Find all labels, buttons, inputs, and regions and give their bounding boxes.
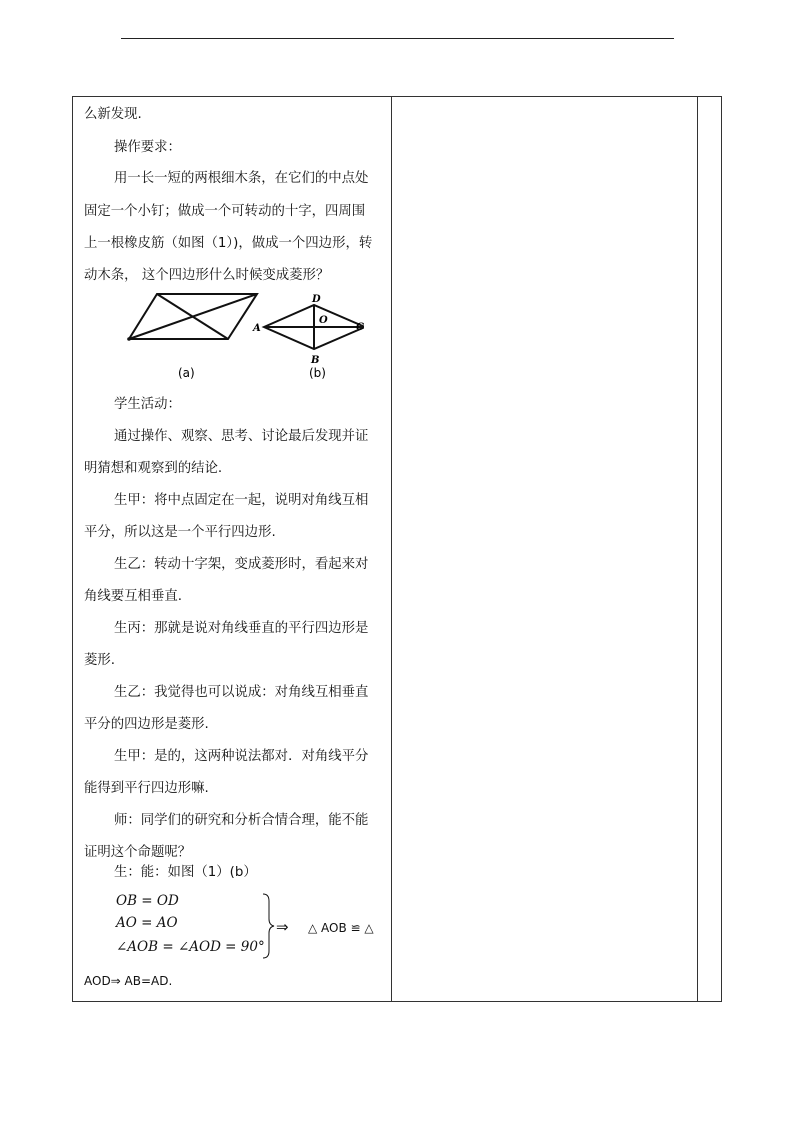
label-o: O bbox=[319, 315, 328, 326]
proof-line-1: OB = OD bbox=[116, 893, 179, 909]
label-a: A bbox=[253, 323, 261, 334]
table-divider-2 bbox=[697, 96, 698, 1002]
paragraph: 操作要求： bbox=[114, 140, 181, 155]
table-left-border bbox=[72, 96, 73, 1002]
table-top-border bbox=[72, 96, 722, 97]
paragraph: 生丙：那就是说对角线垂直的平行四边形是 bbox=[114, 621, 369, 636]
implies-arrow: ⇒ bbox=[276, 918, 289, 936]
figure-a-caption: (a) bbox=[178, 366, 195, 380]
paragraph: 证明这个命题呢？ bbox=[84, 845, 192, 860]
paragraph: 通过操作、观察、思考、讨论最后发现并证 bbox=[114, 429, 369, 444]
paragraph: 平分的四边形是菱形. bbox=[84, 717, 209, 732]
table-right-border bbox=[721, 96, 722, 1002]
proof-conclusion bbox=[276, 918, 374, 936]
paragraph: 生：能：如图（1）(b） bbox=[114, 865, 257, 880]
paragraph: 么新发现. bbox=[84, 107, 142, 122]
figure-b-caption: (b) bbox=[309, 366, 326, 380]
paragraph: 生甲：将中点固定在一起，说明对角线互相 bbox=[114, 493, 369, 508]
header-rule bbox=[121, 38, 674, 39]
paragraph: 生乙：我觉得也可以说成：对角线互相垂直 bbox=[114, 685, 369, 700]
paragraph: 学生活动： bbox=[114, 397, 181, 412]
paragraph: 明猜想和观察到的结论. bbox=[84, 461, 223, 476]
table-bottom-border bbox=[72, 1001, 722, 1002]
proof-line-2: AO = AO bbox=[116, 915, 178, 931]
paragraph: 动木条， 这个四边形什么时候变成菱形？ bbox=[84, 268, 330, 283]
paragraph: 能得到平行四边形嘛. bbox=[84, 781, 209, 796]
paragraph: 生乙：转动十字架，变成菱形时，看起来对 bbox=[114, 557, 369, 572]
label-b: B bbox=[311, 355, 320, 366]
right-brace bbox=[261, 893, 275, 959]
paragraph: 上一根橡皮筋（如图（1）)，做成一个四边形，转 bbox=[84, 236, 373, 251]
figure-a-parallelogram bbox=[127, 294, 257, 341]
table-divider-1 bbox=[391, 96, 392, 1002]
proof-block bbox=[116, 893, 396, 959]
figure-b-rhombus bbox=[264, 305, 364, 349]
paragraph: 生甲：是的，这两种说法都对．对角线平分 bbox=[114, 749, 369, 764]
rhombus-figure bbox=[124, 291, 364, 386]
paragraph: 用一长一短的两根细木条，在它们的中点处 bbox=[114, 171, 369, 186]
congruence-statement: △ AOB ≌ △ bbox=[308, 921, 374, 935]
paragraph: 角线要互相垂直. bbox=[84, 589, 182, 604]
paragraph: 菱形. bbox=[84, 653, 116, 668]
paragraph: 固定一个小钉；做成一个可转动的十字，四周围 bbox=[84, 204, 366, 219]
label-d: D bbox=[312, 294, 321, 305]
paragraph: 师：同学们的研究和分析合情合理，能不能 bbox=[114, 813, 369, 828]
lesson-table bbox=[72, 96, 722, 1002]
label-c: C bbox=[356, 322, 364, 333]
proof-line-3: ∠AOB = ∠AOD = 90° bbox=[116, 939, 265, 955]
paragraph: 平分，所以这是一个平行四边形. bbox=[84, 525, 276, 540]
proof-result: AOD⇒ AB=AD. bbox=[84, 974, 173, 988]
